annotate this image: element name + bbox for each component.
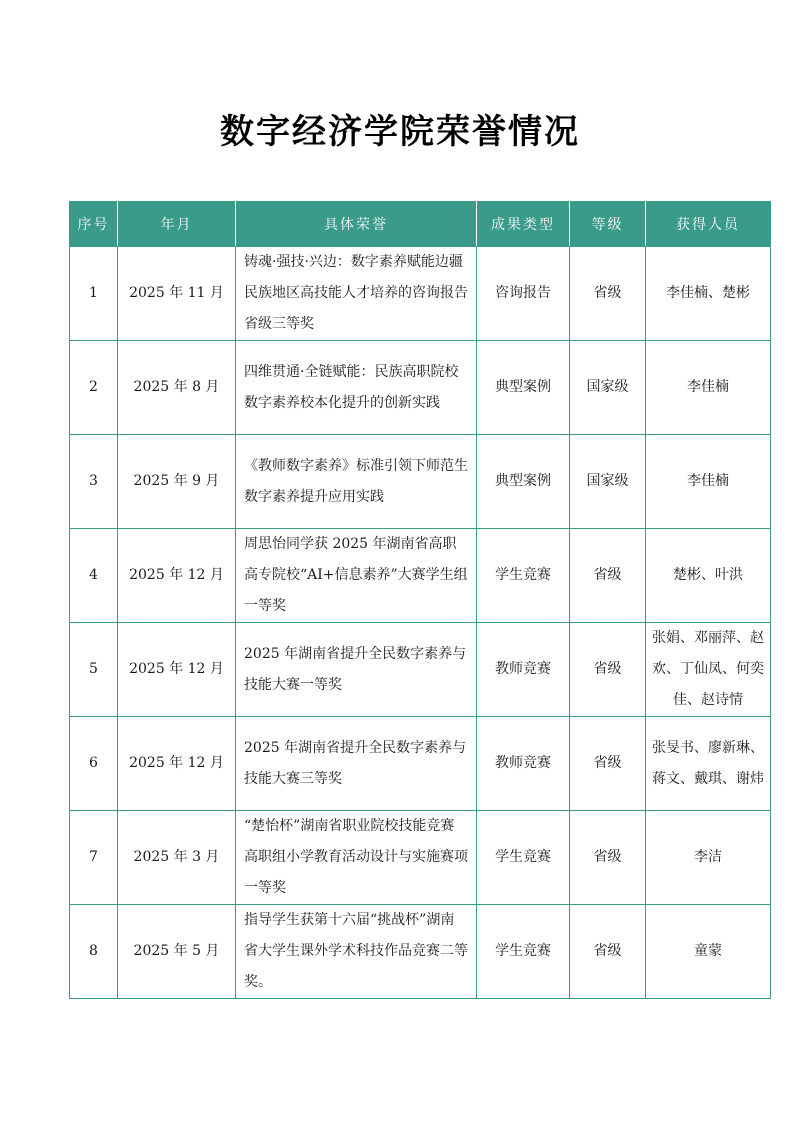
cell-index: 8 <box>70 905 118 999</box>
cell-date: 2025 年 12 月 <box>118 529 236 623</box>
header-level: 等级 <box>570 202 646 247</box>
cell-level: 省级 <box>570 717 646 811</box>
cell-honor: 周思怡同学获 2025 年湖南省高职高专院校“AI+信息素养”大赛学生组一等奖 <box>236 529 477 623</box>
cell-type: 学生竞赛 <box>477 811 570 905</box>
cell-level: 国家级 <box>570 435 646 529</box>
cell-type: 典型案例 <box>477 435 570 529</box>
cell-index: 6 <box>70 717 118 811</box>
cell-honor: 四维贯通·全链赋能：民族高职院校数字素养校本化提升的创新实践 <box>236 341 477 435</box>
cell-index: 3 <box>70 435 118 529</box>
cell-persons: 李佳楠、楚彬 <box>646 247 771 341</box>
table-row <box>70 623 771 717</box>
cell-level: 国家级 <box>570 341 646 435</box>
header-honor: 具体荣誉 <box>236 202 477 247</box>
table-row <box>70 341 771 435</box>
cell-date: 2025 年 8 月 <box>118 341 236 435</box>
table-row <box>70 905 771 999</box>
cell-date: 2025 年 9 月 <box>118 435 236 529</box>
cell-type: 学生竞赛 <box>477 905 570 999</box>
cell-date: 2025 年 5 月 <box>118 905 236 999</box>
cell-type: 学生竞赛 <box>477 529 570 623</box>
cell-persons: 李佳楠 <box>646 341 771 435</box>
cell-persons: 张娟、邓丽萍、赵欢、丁仙凤、何奕佳、赵诗情 <box>646 623 771 717</box>
cell-index: 4 <box>70 529 118 623</box>
page-title: 数字经济学院荣誉情况 <box>220 112 580 152</box>
table-row <box>70 529 771 623</box>
cell-date: 2025 年 3 月 <box>118 811 236 905</box>
cell-honor: 指导学生获第十六届“挑战杯”湖南省大学生课外学术科技作品竞赛二等奖。 <box>236 905 477 999</box>
cell-index: 1 <box>70 247 118 341</box>
table-row <box>70 717 771 811</box>
honors-table <box>69 201 771 999</box>
cell-honor: 2025 年湖南省提升全民数字素养与技能大赛一等奖 <box>236 623 477 717</box>
cell-honor: 2025 年湖南省提升全民数字素养与技能大赛三等奖 <box>236 717 477 811</box>
table-row <box>70 435 771 529</box>
cell-persons: 李洁 <box>646 811 771 905</box>
cell-type: 咨询报告 <box>477 247 570 341</box>
cell-type: 教师竞赛 <box>477 717 570 811</box>
cell-persons: 童蒙 <box>646 905 771 999</box>
cell-index: 5 <box>70 623 118 717</box>
cell-persons: 张旻书、廖新琳、蒋文、戴琪、谢炜 <box>646 717 771 811</box>
cell-index: 7 <box>70 811 118 905</box>
cell-honor: 《教师数字素养》标准引领下师范生数字素养提升应用实践 <box>236 435 477 529</box>
cell-level: 省级 <box>570 529 646 623</box>
table-row <box>70 247 771 341</box>
cell-level: 省级 <box>570 905 646 999</box>
cell-honor: 铸魂·强技·兴边：数字素养赋能边疆民族地区高技能人才培养的咨询报告省级三等奖 <box>236 247 477 341</box>
cell-honor: “楚怡杯”湖南省职业院校技能竞赛高职组小学教育活动设计与实施赛项一等奖 <box>236 811 477 905</box>
table-header-row <box>70 202 771 247</box>
cell-level: 省级 <box>570 811 646 905</box>
cell-type: 典型案例 <box>477 341 570 435</box>
header-persons: 获得人员 <box>646 202 771 247</box>
cell-persons: 李佳楠 <box>646 435 771 529</box>
cell-type: 教师竞赛 <box>477 623 570 717</box>
header-type: 成果类型 <box>477 202 570 247</box>
header-date: 年月 <box>118 202 236 247</box>
cell-index: 2 <box>70 341 118 435</box>
table-row <box>70 811 771 905</box>
cell-level: 省级 <box>570 623 646 717</box>
cell-date: 2025 年 11 月 <box>118 247 236 341</box>
cell-date: 2025 年 12 月 <box>118 717 236 811</box>
cell-date: 2025 年 12 月 <box>118 623 236 717</box>
cell-persons: 楚彬、叶洪 <box>646 529 771 623</box>
cell-level: 省级 <box>570 247 646 341</box>
header-index: 序号 <box>70 202 118 247</box>
